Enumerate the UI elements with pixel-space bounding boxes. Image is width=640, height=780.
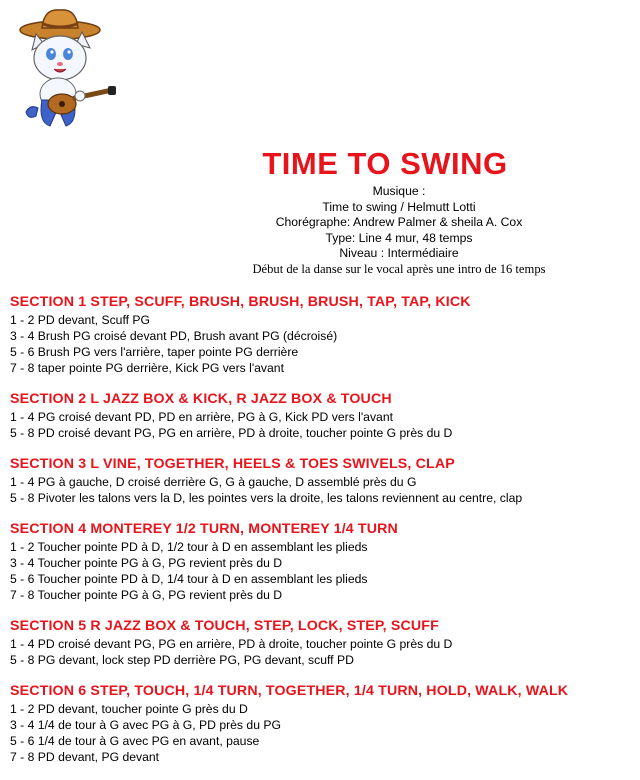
step-line: 5 - 8 PG devant, lock step PD derrière PG, PG devant, scuff PD — [10, 653, 354, 667]
step-line: 1 - 2 PD devant, Scuff PG — [10, 313, 151, 327]
step-line: 7 - 8 PD devant, PG devant — [10, 750, 160, 764]
step-line: 5 - 6 Toucher pointe PD à D, 1/4 tour à D en assemblant les plieds — [10, 572, 368, 586]
start-info: Début de la danse sur le vocal après une intro de 16 temps — [252, 261, 546, 276]
section-3 — [10, 456, 630, 506]
dance-info — [0, 184, 640, 278]
step-line: 3 - 4 Toucher pointe PG à G, PG revient près du D — [10, 556, 283, 570]
step-line: 3 - 4 Brush PG croisé devant PD, Brush avant PG (décroisé) — [10, 329, 338, 343]
step-line: 1 - 4 PG à gauche, D croisé derrière G, G à gauche, D assemblé près du G — [10, 475, 417, 489]
section-5 — [10, 618, 630, 668]
section-heading: SECTION 2 L JAZZ BOX & KICK, R JAZZ BOX & TOUCH — [10, 391, 392, 407]
section-heading: SECTION 5 R JAZZ BOX & TOUCH, STEP, LOCK, STEP, SCUFF — [10, 618, 439, 634]
section-2 — [10, 391, 630, 441]
step-line: 5 - 8 Pivoter les talons vers la D, les pointes vers la droite, les talons reviennent au centre, clap — [10, 491, 523, 505]
step-line: 1 - 2 PD devant, toucher pointe G près du D — [10, 702, 248, 716]
level-info: Niveau : Intermédiaire — [339, 246, 459, 261]
section-4 — [10, 521, 630, 603]
step-line: 3 - 4 1/4 de tour à G avec PG à G, PD près du PG — [10, 718, 281, 732]
section-heading: SECTION 1 STEP, SCUFF, BRUSH, BRUSH, BRUSH, TAP, TAP, KICK — [10, 294, 471, 310]
step-line: 1 - 4 PG croisé devant PD, PD en arrière, PG à G, Kick PD vers l'avant — [10, 410, 393, 424]
section-heading: SECTION 3 L VINE, TOGETHER, HEELS & TOES SWIVELS, CLAP — [10, 456, 455, 472]
section-6 — [10, 683, 630, 765]
music-label: Musique : — [372, 184, 426, 198]
type-info: Type: Line 4 mur, 48 temps — [325, 230, 473, 245]
step-line: 1 - 2 Toucher pointe PD à D, 1/2 tour à D en assemblant les plieds — [10, 540, 368, 554]
step-line: 5 - 8 PD croisé devant PG, PG en arrière, PD à droite, toucher pointe G près du D — [10, 426, 453, 440]
cowboy-cat-guitar-icon — [8, 4, 120, 134]
song-info: Time to swing / Helmutt Lotti — [322, 199, 476, 214]
step-line: 7 - 8 taper pointe PG derrière, Kick PG vers l'avant — [10, 361, 284, 375]
page-title-block — [0, 146, 640, 182]
step-line: 7 - 8 Toucher pointe PG à G, PG revient près du D — [10, 588, 283, 602]
sections-list — [10, 294, 630, 780]
section-heading: SECTION 6 STEP, TOUCH, 1/4 TURN, TOGETHER, 1/4 TURN, HOLD, WALK, WALK — [10, 683, 569, 699]
step-line: 5 - 6 Brush PG vers l'arrière, taper pointe PG derrière — [10, 345, 299, 359]
section-1 — [10, 294, 630, 376]
choreographer-info: Chorégraphe: Andrew Palmer & sheila A. Cox — [275, 215, 523, 230]
step-line: 5 - 6 1/4 de tour à G avec PG en avant, pause — [10, 734, 260, 748]
page-title: TIME TO SWING — [262, 146, 508, 181]
step-line: 1 - 4 PD croisé devant PG, PG en arrière, PD à droite, toucher pointe G près du D — [10, 637, 453, 651]
section-heading: SECTION 4 MONTEREY 1/2 TURN, MONTEREY 1/4 TURN — [10, 521, 398, 537]
